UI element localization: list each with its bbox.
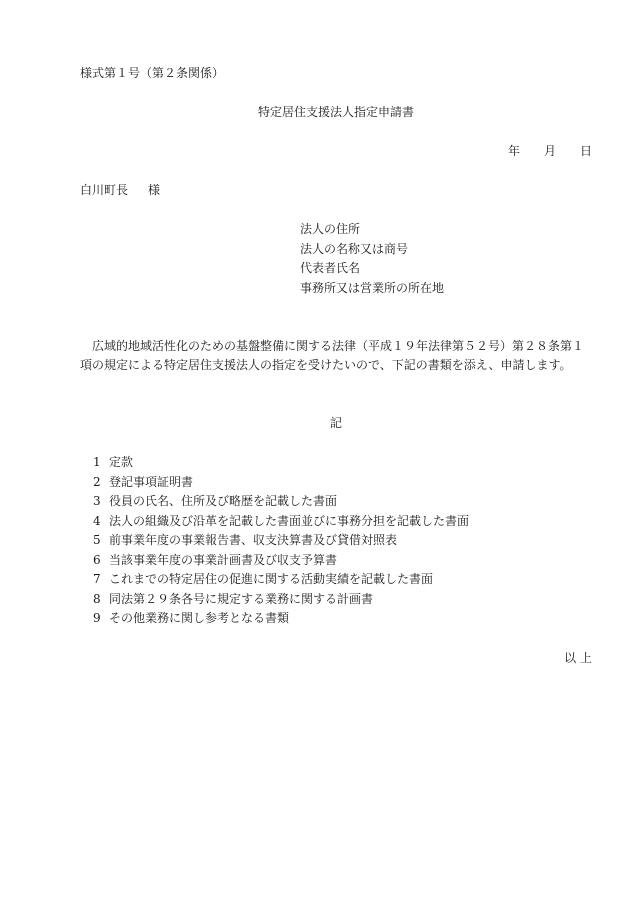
document-title: 特定居住支援法人指定申請書 xyxy=(257,105,414,119)
list-item-text: 登記事項証明書 xyxy=(109,474,194,489)
list-item xyxy=(93,610,469,630)
addressee xyxy=(80,182,160,198)
list-item-text: 定款 xyxy=(109,455,134,469)
list-item xyxy=(93,571,469,591)
applicant-field-representative: 代表者氏名 xyxy=(300,261,361,275)
list-item xyxy=(93,493,469,513)
ki-heading: 記 xyxy=(329,416,342,430)
list-item xyxy=(93,513,469,533)
list-item xyxy=(93,591,469,611)
list-item xyxy=(93,474,469,494)
list-item-number: 5 xyxy=(93,533,101,547)
list-item-number: 8 xyxy=(93,591,101,606)
list-item-number: 4 xyxy=(93,513,101,528)
list-item-text: 法人の組織及び沿革を記載した書面並びに事務分担を記載した書面 xyxy=(109,513,470,528)
addressee-name: 白川町長 xyxy=(80,183,129,197)
list-item-number: 1 xyxy=(93,455,101,469)
list-item xyxy=(93,454,469,474)
list-item-text: これまでの特定居住の促進に関する活動実績を記載した書面 xyxy=(109,572,434,586)
list-item xyxy=(93,532,469,552)
list-item-text: 同法第２９条各号に規定する業務に関する計画書 xyxy=(109,591,374,606)
addressee-suffix: 様 xyxy=(148,183,161,197)
application-statement: 広域的地域活性化のための基盤整備に関する法律（平成１９年法律第５２号）第２８条第１項の規定による特定居住支援法人の指定を受けたいので、下記の書類を添え、申請します。 xyxy=(80,339,585,372)
list-item-number: 9 xyxy=(93,611,101,625)
date-year-label: 年 xyxy=(507,144,520,158)
list-item-number: 7 xyxy=(93,572,101,586)
closing-mark: 以 上 xyxy=(564,651,592,665)
list-item-number: 6 xyxy=(93,552,101,567)
date-line xyxy=(508,143,592,159)
date-day-label: 日 xyxy=(579,144,592,158)
applicant-fields xyxy=(300,221,444,299)
list-item-number: 3 xyxy=(93,494,101,508)
date-month-label: 月 xyxy=(543,144,556,158)
list-item xyxy=(93,552,469,572)
applicant-field-address: 法人の住所 xyxy=(300,222,361,236)
list-item-text: その他業務に関し参考となる書類 xyxy=(109,611,290,625)
list-item-text: 前事業年度の事業報告書、収支決算書及び貸借対照表 xyxy=(109,533,398,547)
form-number: 様式第１号（第２条関係） xyxy=(80,66,225,80)
applicant-field-name: 法人の名称又は商号 xyxy=(300,241,409,256)
applicant-field-office-location: 事務所又は営業所の所在地 xyxy=(300,280,445,295)
list-item-text: 当該事業年度の事業計画書及び収支予算書 xyxy=(109,552,338,567)
attached-documents-list xyxy=(93,454,469,630)
list-item-number: 2 xyxy=(93,474,101,489)
list-item-text: 役員の氏名、住所及び略歴を記載した書面 xyxy=(109,494,338,508)
